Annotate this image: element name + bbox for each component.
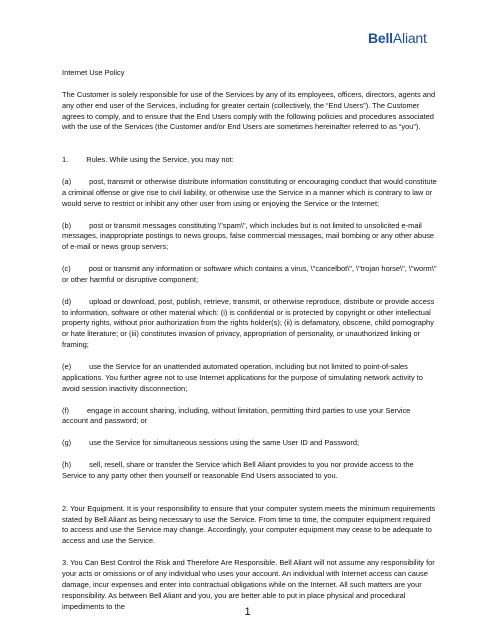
clause-label: (e) — [62, 362, 72, 371]
clause-text: post, transmit or otherwise distribute information constituting or encouraging conduct that would constitute a criminal offense or give rise to civil liability, or otherwise use the Service in a manner which is contrary to law or would serve to restrict or inhibit any other user from using or enjoying the Service or the Internet; — [62, 177, 437, 208]
logo-bell-text: Bell — [368, 30, 393, 46]
clause-text: post or transmit messages constituting \"spam\", which includes but is not limited to unsolicited e-mail messages, inappropriate postings to news groups, false commercial messages, mail bombing or any other abuse of e-mail or news group servers; — [62, 220, 435, 252]
clause-text: engage in account sharing, including, without limitation, permitting third parties to use your Service account and password; or — [62, 405, 411, 426]
section-1-number: 1. — [62, 155, 69, 165]
section-3-paragraph: 3. You Can Best Control the Risk and Therefore Are Responsible. Bell Aliant will not assume any responsibility for your acts or omissions or of any individual who uses your account. An individual with Internet access can cause damage, incur expenses and enter into contractual obligations while on the Internet. All such matters are your responsibility. As between Bell Aliant and you, you are better able to put in place physical and procedural impediments to the — [62, 558, 435, 611]
clause-h — [62, 460, 438, 482]
clause-text: upload or download, post, publish, retrieve, transmit, or otherwise reproduce, distribute or provide access to information, software or other material which: (i) is confidential or is protected by copyright or other intellectual property rights, without prior authorization from the rights holder(s); (ii) is defamatory, obscene, child pornography or hate literature; or (iii) constitutes invasion of privacy, appropriation of personality, or unauthorized linking or framing; — [62, 296, 435, 350]
intro-paragraph: The Customer is solely responsible for use of the Services by any of its employees, officers, directors, agents and any other end user of the Services, including for greater certain (collectively, the “End Users”). The Customer agrees to comply, and to ensure that the End Users comply with the following policies and procedures associated with the use of the Services (the Customer and/or End Users are sometimes hereinafter referred to as “you”). — [62, 89, 436, 132]
clause-text: post or transmit any information or software which contains a virus, \"cancelbot\", \"trojan horse\", \"worm\" or other harmful or disruptive component; — [62, 264, 437, 284]
page-number: 1 — [244, 606, 251, 618]
document-title: Internet Use Policy — [62, 68, 125, 77]
clause-label: (h) — [62, 459, 72, 469]
clause-label: (c) — [62, 264, 71, 274]
clause-label: (b) — [62, 220, 72, 230]
section-1-heading-text: Rules. While using the Service, you may not: — [86, 155, 234, 165]
clause-label: (f) — [62, 405, 70, 415]
clause-label: (g) — [62, 438, 72, 448]
clause-c — [62, 264, 438, 286]
section-1-heading — [62, 155, 438, 166]
clause-label: (d) — [62, 296, 72, 306]
clause-e — [62, 362, 438, 395]
clause-b — [62, 221, 438, 254]
clause-a — [62, 177, 438, 210]
section-2-paragraph: 2. Your Equipment. It is your responsibility to ensure that your computer system meets the minimum requirements stated by Bell Aliant as being necessary to use the Service. From time to time, the computer equipment required to access and use the Service may change. Accordingly, your computer equipment may cease to be adequate to access and use the Service. — [62, 503, 436, 546]
clause-label: (a) — [62, 177, 72, 187]
bell-aliant-logo — [368, 30, 427, 46]
clause-g — [62, 438, 438, 449]
clause-text: use the Service for an unattended automated operation, including but not limited to point-of-sales applications. You further agree not to use Internet applications for the purpose of simulating network activity to avoid session inactivity disconnection; — [62, 362, 423, 393]
clause-text: sell, resell, share or transfer the Service which Bell Aliant provides to you nor provide access to the Service to any party other then yourself or reasonable End Users associated to you. — [62, 459, 414, 480]
clause-text: use the Service for simultaneous sessions using the same User ID and Password; — [89, 438, 360, 448]
logo-aliant-text: Aliant — [392, 30, 427, 46]
clause-d — [62, 297, 438, 352]
clause-f — [62, 406, 438, 428]
policy-body — [62, 68, 438, 623]
